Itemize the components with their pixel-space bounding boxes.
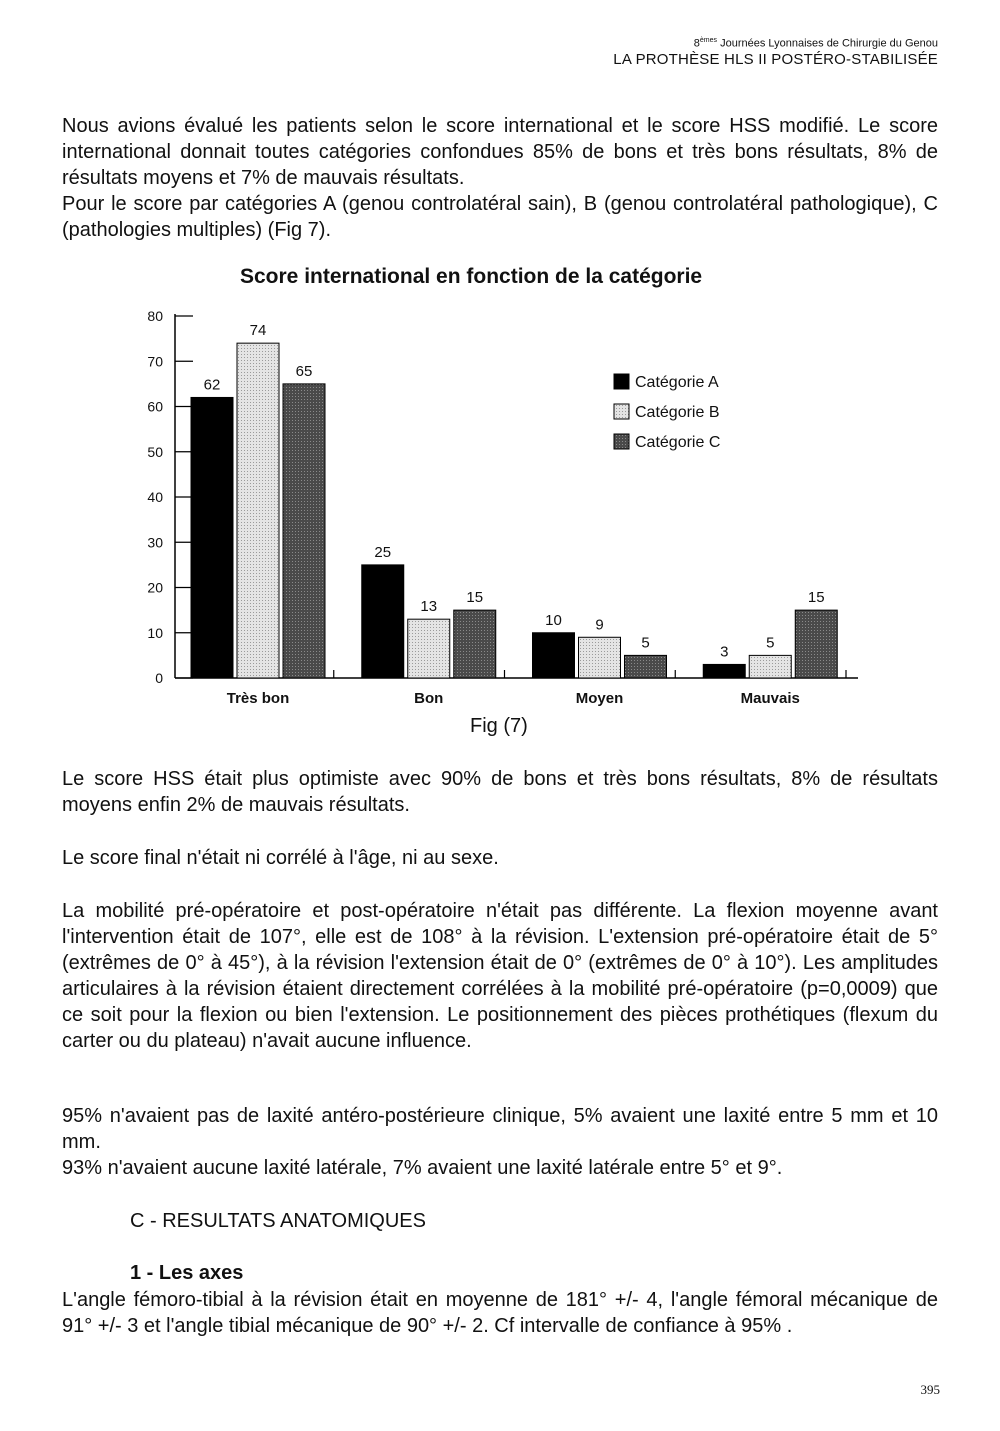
- running-header: [613, 34, 938, 68]
- page-number: 395: [920, 1382, 940, 1397]
- y-tick-label: 30: [147, 534, 163, 551]
- bar-data-label: 25: [374, 543, 392, 561]
- bar-data-label: 13: [420, 598, 438, 616]
- header-conference-number: 8: [693, 37, 700, 50]
- legend-label: Catégorie C: [635, 434, 721, 451]
- bar-data-label: 15: [466, 589, 484, 607]
- header-conference-name: Journées Lyonnaises de Chirurgie du Genou: [717, 37, 938, 50]
- bar-data-label: 62: [203, 376, 221, 394]
- chart-title: Score international en fonction de la catégorie: [240, 265, 703, 288]
- bar: [237, 343, 279, 678]
- paragraph-lateral-laxity: 93% n'avaient aucune laxité latérale, 7% avaient une laxité latérale entre 5° et 9°.: [62, 1157, 783, 1179]
- bar: [703, 664, 745, 678]
- bar: [283, 384, 325, 678]
- header-conference-suffix: èmes: [699, 37, 718, 44]
- legend-swatch: [614, 434, 629, 449]
- header-conference: [613, 34, 938, 51]
- bar-data-label: 10: [545, 611, 562, 629]
- y-tick-label: 20: [147, 579, 163, 596]
- bar-chart: [130, 300, 870, 710]
- y-tick-label: 60: [147, 398, 163, 415]
- chart-bars: [191, 322, 837, 678]
- sub-heading: 1 - Les axes: [130, 1262, 244, 1284]
- paragraph-scores: [62, 113, 938, 243]
- chart-legend: [614, 374, 720, 451]
- y-tick-label: 50: [147, 443, 163, 460]
- bar-data-label: 3: [720, 643, 729, 661]
- y-tick-label: 40: [147, 489, 163, 505]
- legend-label: Catégorie A: [635, 374, 719, 391]
- bar-data-label: 5: [766, 634, 775, 652]
- bar: [579, 637, 621, 678]
- bar-data-label: 5: [641, 634, 650, 652]
- x-tick-label: Mauvais: [740, 690, 800, 707]
- bar: [362, 565, 404, 678]
- y-tick-label: 70: [147, 353, 163, 370]
- bar-data-label: 65: [295, 362, 313, 380]
- section-heading: C - RESULTATS ANATOMIQUES: [130, 1210, 426, 1232]
- paragraph-ap-laxity: 95% n'avaient pas de laxité antéro-postérieure clinique, 5% avaient une laxité entre 5 mm et 10 mm.: [62, 1105, 938, 1153]
- y-tick-label: 80: [147, 308, 163, 324]
- x-tick-label: Bon: [414, 690, 444, 707]
- bar: [533, 633, 575, 678]
- x-tick-label: Moyen: [575, 690, 624, 707]
- header-title: LA PROTHÈSE HLS II POSTÉRO-STABILISÉE: [613, 50, 938, 68]
- bar: [749, 655, 791, 678]
- legend-swatch: [614, 404, 629, 419]
- bar: [191, 397, 233, 678]
- bar: [408, 619, 450, 678]
- bar-data-label: 9: [595, 616, 604, 634]
- paragraph-axes: L'angle fémoro-tibial à la révision était en moyenne de 181° +/- 4, l'angle fémoral mécanique de 91° +/- 3 et l'angle tibial mécanique de 90° +/- 2. Cf intervalle de confiance à 95% .: [62, 1289, 938, 1337]
- paragraph-correlation: Le score final n'était ni corrélé à l'âge, ni au sexe.: [62, 847, 499, 869]
- paragraph-categories: Pour le score par catégories A (genou controlatéral sain), B (genou controlatéral pathologique), C (pathologies multiples) (Fig 7).: [62, 193, 938, 241]
- figure-caption: Fig (7): [470, 715, 528, 737]
- y-tick-label: 0: [155, 670, 163, 686]
- bar-data-label: 74: [249, 322, 267, 340]
- y-tick-label: 10: [147, 624, 163, 641]
- x-tick-label: Très bon: [226, 690, 290, 707]
- bar-data-label: 15: [807, 589, 825, 607]
- bar: [454, 610, 496, 678]
- bar: [795, 610, 837, 678]
- paragraph-mobility: La mobilité pré-opératoire et post-opératoire n'était pas différente. La flexion moyenne avant l'intervention était de 107°, elle est de 108° à la révision. L'extension pré-opératoire était de 5° (extrêmes de 0° à 45°), à la révision l'extension était de 0° (extrêmes de 0° à 10°). Les amplitudes articulaires à la révision étaient directement corrélées à la mobilité pré-opératoire (p=0,0009) que ce soit pour la flexion ou bien l'extension. Le positionnement des pièces prothétiques (flexum du carter ou du plateau) n'avait aucune influence.: [62, 900, 938, 1052]
- paragraph-international-score: Nous avions évalué les patients selon le score international et le score HSS modifié. Le score international donnait toutes catégories confondues 85% de bons et très bons résultats, 8% de résultats moyens et 7% de mauvais résultats.: [62, 115, 938, 189]
- legend-swatch: [614, 374, 629, 389]
- bar: [625, 655, 667, 678]
- paragraph-laxity: [62, 1103, 938, 1181]
- legend-label: Catégorie B: [635, 404, 720, 421]
- paragraph-hss: Le score HSS était plus optimiste avec 90% de bons et très bons résultats, 8% de résultats moyens enfin 2% de mauvais résultats.: [62, 768, 938, 816]
